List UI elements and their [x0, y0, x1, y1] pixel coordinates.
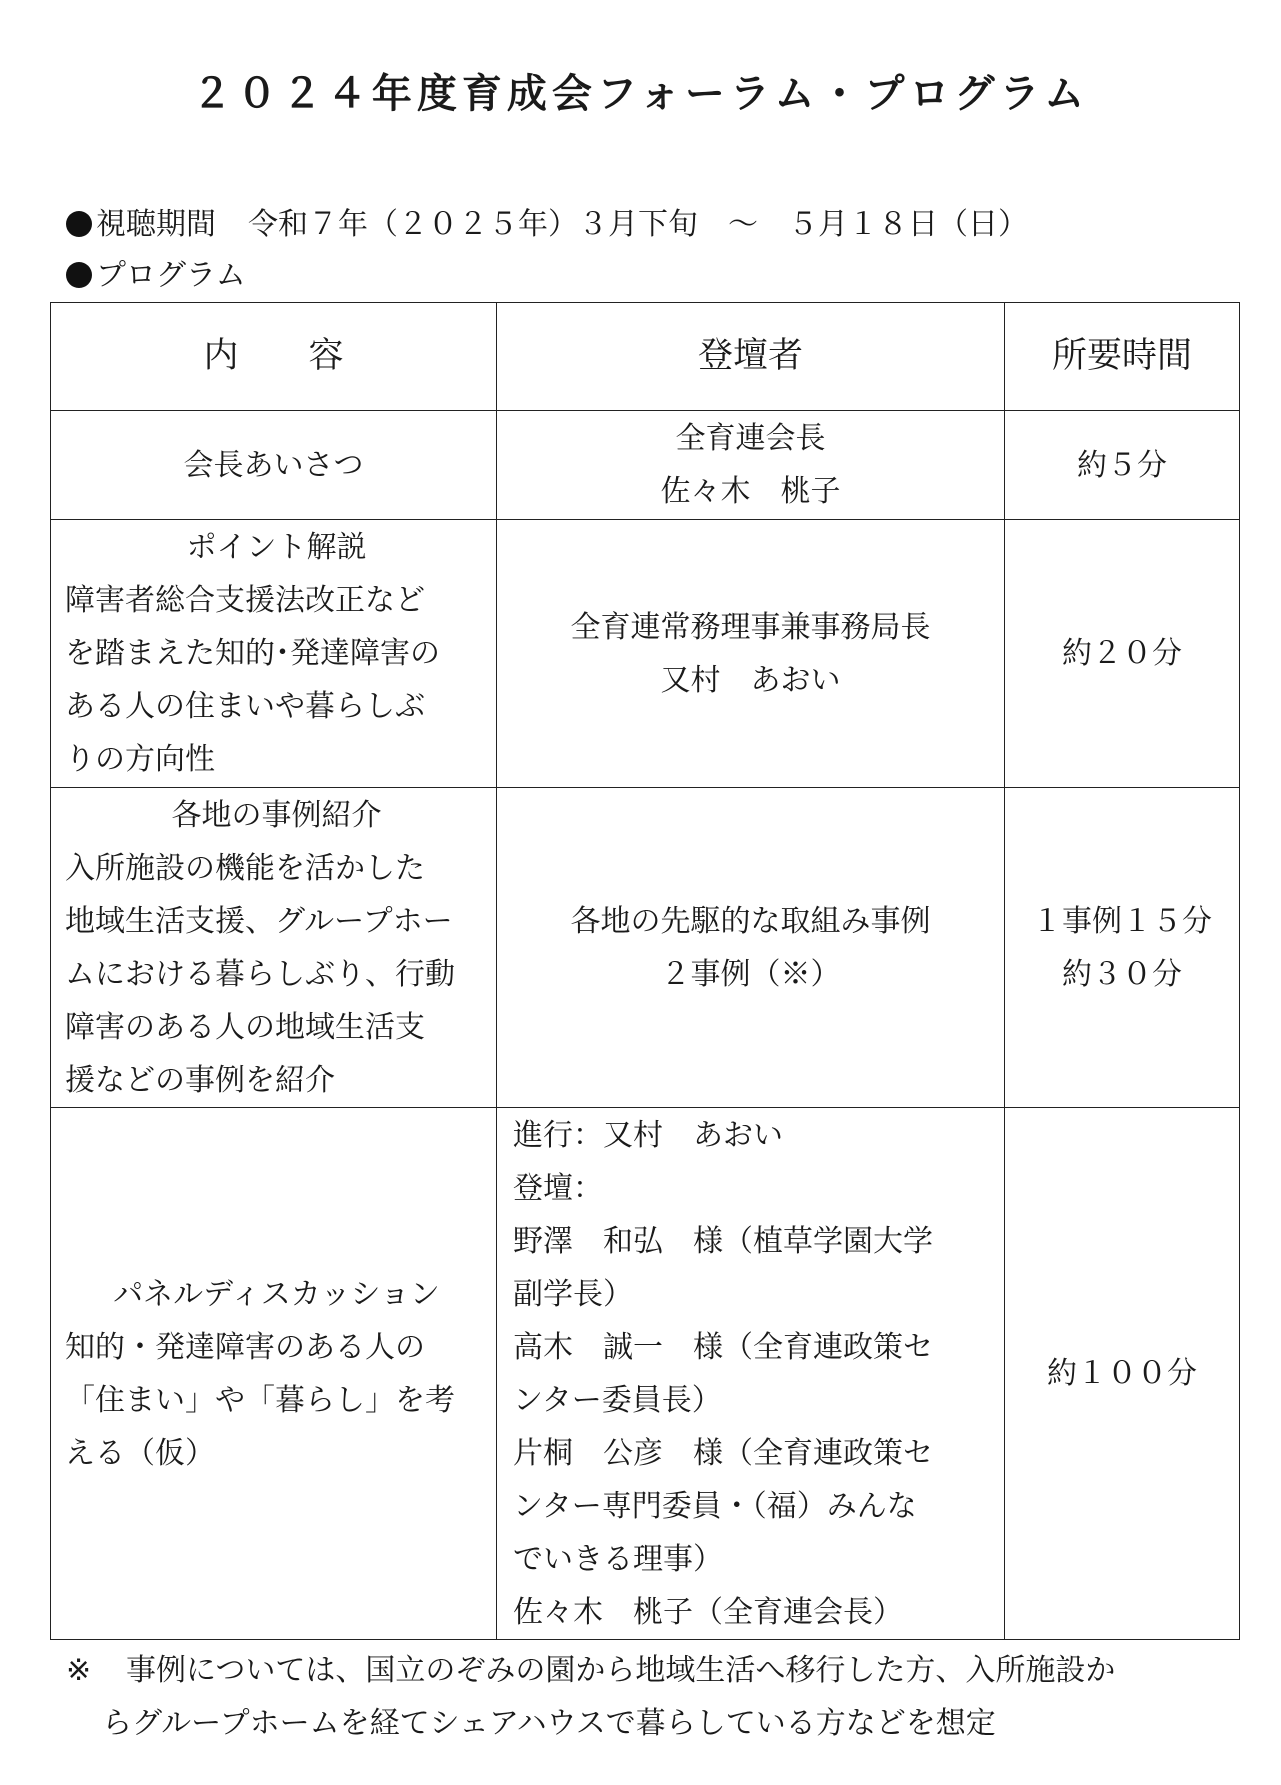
speaker-cell: 全育連会長 佐々木 桃子: [497, 411, 1005, 520]
header-duration: 所要時間: [1005, 303, 1240, 411]
viewing-period: [66, 205, 1028, 245]
speaker-cell: 進行：又村 あおい 登壇： 野澤 和弘 様（植草学園大学 副学長） 高木 誠一 様（全育連政策セ ンター委員長） 片桐 公彦 様（全育連政策セ ンター専門委員・（福）みんな でいきる理事） 佐々木 桃子（全育連会長）: [497, 1108, 1005, 1640]
content-cell: 各地の事例紹介 入所施設の機能を活かした 地域生活支援、グループホー ムにおける暮らしぶり、行動 障害のある人の地域生活支 援などの事例を紹介: [51, 788, 497, 1108]
speaker-cell: 各地の先駆的な取組み事例 ２事例（※）: [497, 788, 1005, 1108]
header-speaker: 登壇者: [497, 303, 1005, 411]
table-row: [51, 1108, 1240, 1640]
viewing-period-value: 令和７年（２０２５年）３月下旬 ～ ５月１８日（日）: [248, 207, 1028, 242]
footnote: [66, 1644, 1246, 1750]
duration-cell: １事例１５分 約３０分: [1005, 788, 1240, 1108]
table-row: [51, 520, 1240, 788]
table-row: [51, 411, 1240, 520]
note-text-2: らグループホームを経てシェアハウスで暮らしている方などを想定: [102, 1706, 996, 1741]
program-heading: [66, 256, 246, 296]
program-table: [50, 302, 1240, 1640]
content-cell: 会長あいさつ: [51, 411, 497, 520]
speaker-cell: 全育連常務理事兼事務局長 又村 あおい: [497, 520, 1005, 788]
note-text-1: 事例については、国立のぞみの園から地域生活へ移行した方、入所施設か: [126, 1653, 1116, 1688]
page-title: ２０２４年度育成会フォーラム・プログラム: [191, 71, 1090, 117]
program-label: プログラム: [96, 258, 246, 293]
header-content: 内容: [51, 303, 497, 411]
note-mark: ※: [66, 1653, 92, 1688]
duration-cell: 約２０分: [1005, 520, 1240, 788]
viewing-period-label: 視聴期間: [96, 207, 216, 242]
content-cell: パネルディスカッション 知的・発達障害のある人の 「住まい」や「暮らし」を考 える（仮）: [51, 1108, 497, 1640]
table-header-row: [51, 303, 1240, 411]
table-row: [51, 788, 1240, 1108]
duration-cell: 約５分: [1005, 411, 1240, 520]
bullet-icon: [66, 262, 92, 288]
bullet-icon: [66, 211, 92, 237]
content-cell: ポイント解説 障害者総合支援法改正など を踏まえた知的･発達障害の ある人の住まいや暮らしぶ りの方向性: [51, 520, 497, 788]
duration-cell: 約１００分: [1005, 1108, 1240, 1640]
